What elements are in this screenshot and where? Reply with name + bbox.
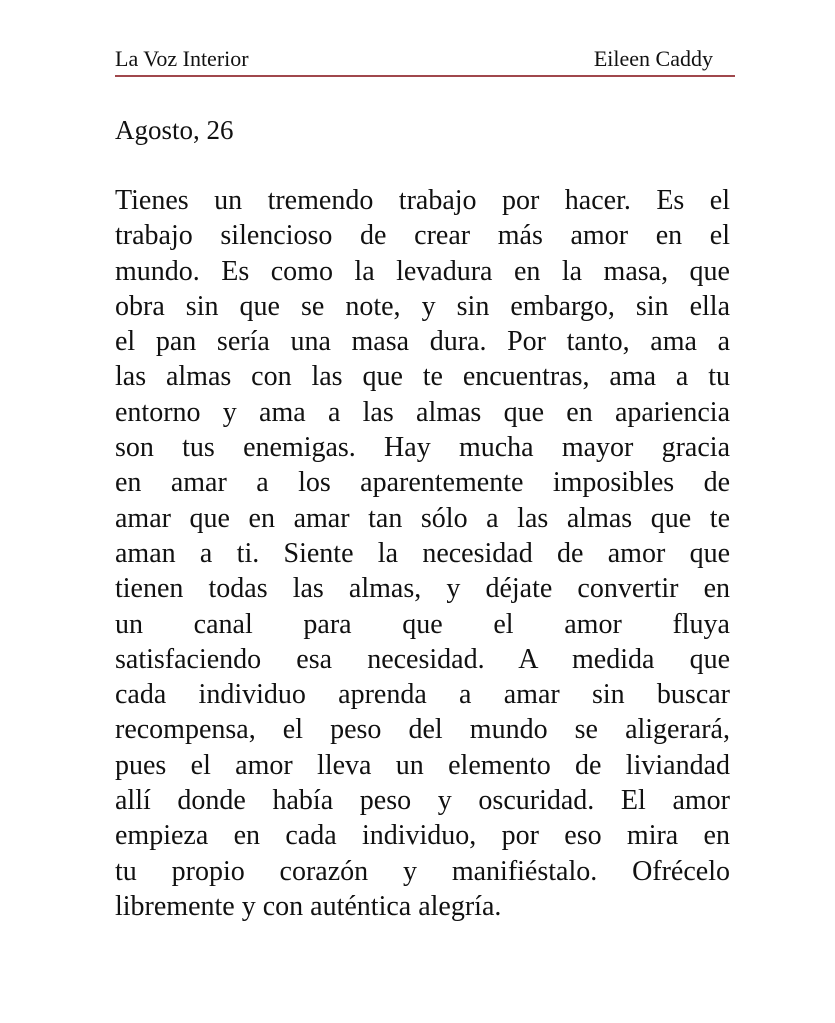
text-line: allí donde había peso y oscuridad. El amor (115, 785, 730, 817)
running-header (115, 47, 735, 77)
text-line: aman a ti. Siente la necesidad de amor que (115, 537, 730, 569)
text-line: pues el amor lleva un elemento de liviandad (115, 749, 730, 781)
text-line: Tienes un tremendo trabajo por hacer. Es el (115, 185, 730, 216)
book-title: La Voz Interior (115, 46, 249, 71)
text-line: tienen todas las almas, y déjate convertir en (115, 573, 730, 605)
text-line: empieza en cada individuo, por eso mira en (115, 820, 730, 852)
text-line: libremente y con auténtica alegría. (115, 890, 502, 922)
author-name: Eileen Caddy (593, 46, 713, 71)
text-line: un canal para que el amor fluya (115, 608, 730, 640)
book-page (115, 0, 735, 1023)
text-line: amar que en amar tan sólo a las almas que te (115, 502, 730, 534)
text-line: entorno y ama a las almas que en apariencia (115, 396, 730, 428)
text-line: las almas con las que te encuentras, ama a tu (115, 361, 730, 393)
text-line: trabajo silencioso de crear más amor en el (115, 220, 730, 252)
text-line: el pan sería una masa dura. Por tanto, ama a (115, 326, 730, 358)
text-line: satisfaciendo esa necesidad. A medida que (115, 643, 730, 675)
entry-body (115, 183, 730, 924)
text-line: recompensa, el peso del mundo se aligerará, (115, 714, 730, 746)
text-line: tu propio corazón y manifiéstalo. Ofrécelo (115, 855, 730, 887)
text-line: mundo. Es como la levadura en la masa, que (115, 255, 730, 287)
text-line: cada individuo aprenda a amar sin buscar (115, 679, 730, 711)
text-line: son tus enemigas. Hay mucha mayor gracia (115, 432, 730, 464)
text-line: obra sin que se note, y sin embargo, sin ella (115, 290, 730, 322)
text-line: en amar a los aparentemente imposibles de (115, 467, 730, 499)
entry-date: Agosto, 26 (115, 115, 234, 145)
